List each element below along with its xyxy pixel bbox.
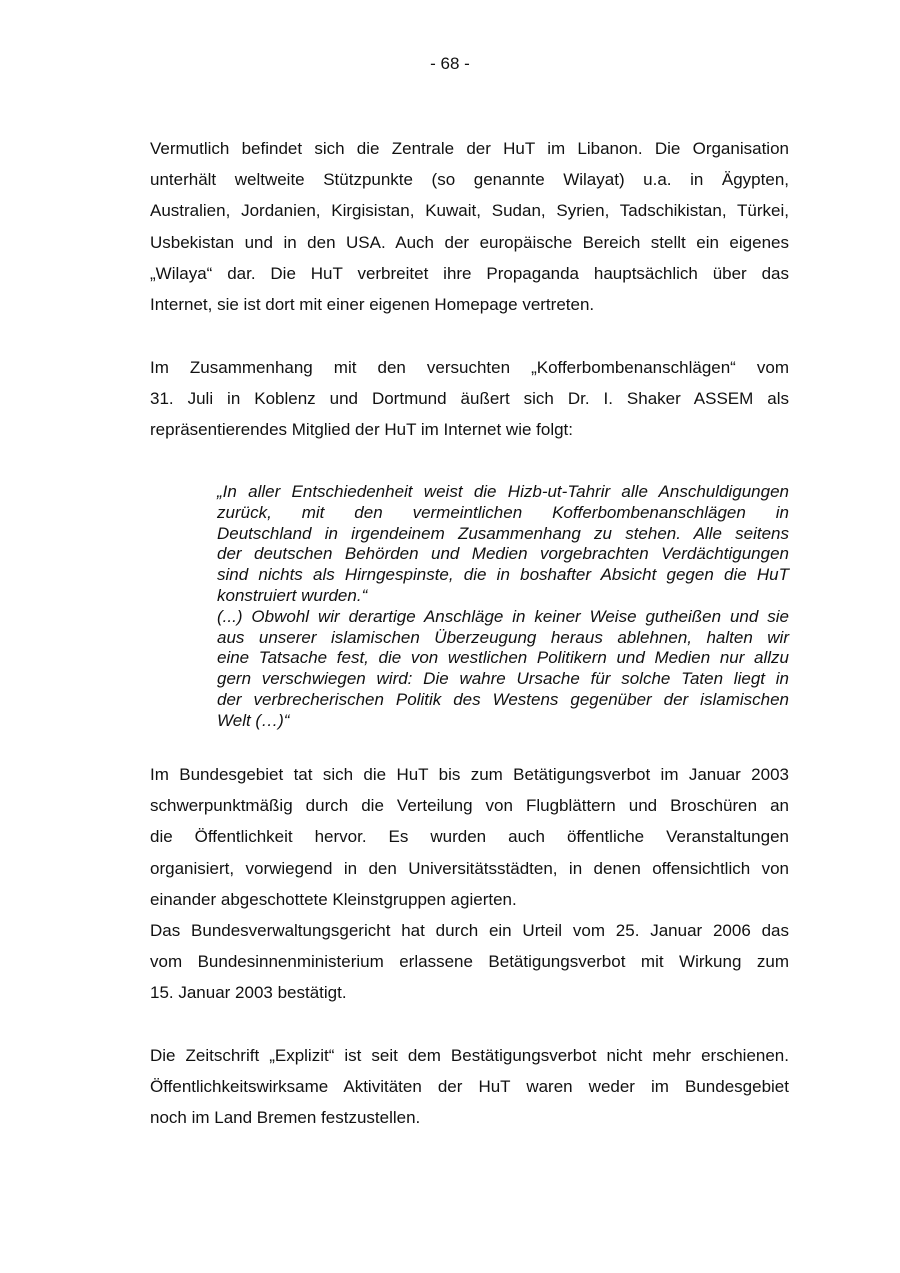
paragraph-suitcase-bombs [150, 352, 789, 446]
text-line: die Öffentlichkeit hervor. Es wurden auch öffentliche Veranstaltungen [150, 827, 789, 847]
quote-line: gern verschwiegen wird: Die wahre Ursache für solche Taten liegt in [217, 669, 789, 689]
quote-line: der deutschen Behörden und Medien vorgebrachten Verdächtigungen [217, 544, 789, 564]
text-line: Vermutlich befindet sich die Zentrale der HuT im Libanon. Die Organisation [150, 139, 789, 158]
text-line: 15. Januar 2003 bestätigt. [150, 983, 347, 1003]
text-line: Usbekistan und in den USA. Auch der europäische Bereich stellt ein eigenes [150, 232, 789, 252]
text-line: noch im Land Bremen festzustellen. [150, 1108, 421, 1128]
text-line: repräsentierendes Mitglied der HuT im Internet wie folgt: [150, 420, 573, 440]
text-line: unterhält weltweite Stützpunkte (so genannte Wilayat) u.a. in Ägypten, [150, 170, 789, 190]
text-line: schwerpunktmäßig durch die Verteilung von Flugblättern und Broschüren an [150, 796, 789, 816]
quote-line: „In aller Entschiedenheit weist die Hizb-ut-Tahrir alle Anschuldigungen [217, 482, 789, 501]
text-line: Im Bundesgebiet tat sich die HuT bis zum Betätigungsverbot im Januar 2003 [150, 765, 789, 784]
text-line: Australien, Jordanien, Kirgisistan, Kuwait, Sudan, Syrien, Tadschikistan, Türkei, [150, 201, 789, 221]
text-line: einander abgeschottete Kleinstgruppen agierten. [150, 889, 517, 909]
text-line: Öffentlichkeitswirksame Aktivitäten der HuT waren weder im Bundesgebiet [150, 1077, 789, 1097]
quote-line: aus unserer islamischen Überzeugung heraus ablehnen, halten wir [217, 627, 789, 647]
quote-line: Welt (…)“ [217, 710, 290, 730]
quote-statement [217, 482, 789, 732]
paragraph-hut-headquarters [150, 133, 789, 320]
quote-line: (...) Obwohl wir derartige Anschläge in keiner Weise gutheißen und sie [217, 606, 789, 626]
paragraph-explizit-magazine [150, 1040, 789, 1134]
quote-line: eine Tatsache fest, die von westlichen Politikern und Medien nur allzu [217, 648, 789, 668]
quote-line: sind nichts als Hirngespinste, die in boshafter Absicht gegen die HuT [217, 565, 789, 585]
text-line: Die Zeitschrift „Explizit“ ist seit dem Bestätigungsverbot nicht mehr erschienen. [150, 1046, 789, 1065]
text-line: organisiert, vorwiegend in den Universitätsstädten, in denen offensichtlich von [150, 858, 789, 878]
quote-line: zurück, mit den vermeintlichen Kofferbombenanschlägen in [217, 502, 789, 522]
text-line: „Wilaya“ dar. Die HuT verbreitet ihre Propaganda hauptsächlich über das [150, 263, 789, 283]
quote-line: Deutschland in irgendeinem Zusammenhang zu stehen. Alle seitens [217, 523, 789, 543]
text-line: Das Bundesverwaltungsgericht hat durch ein Urteil vom 25. Januar 2006 das [150, 921, 789, 940]
paragraph-court-ruling [150, 915, 789, 1009]
quote-line: konstruiert wurden.“ [217, 585, 368, 605]
text-line: 31. Juli in Koblenz und Dortmund äußert sich Dr. I. Shaker ASSEM als [150, 389, 789, 409]
quote-line: der verbrecherischen Politik des Westens gegenüber der islamischen [217, 689, 789, 709]
paragraph-activities-federal [150, 759, 789, 915]
text-line: Im Zusammenhang mit den versuchten „Kofferbombenanschlägen“ vom [150, 358, 789, 377]
text-line: Internet, sie ist dort mit einer eigenen Homepage vertreten. [150, 295, 595, 315]
page-number: - 68 - [430, 54, 470, 73]
text-line: vom Bundesinnenministerium erlassene Betätigungsverbot mit Wirkung zum [150, 952, 789, 972]
